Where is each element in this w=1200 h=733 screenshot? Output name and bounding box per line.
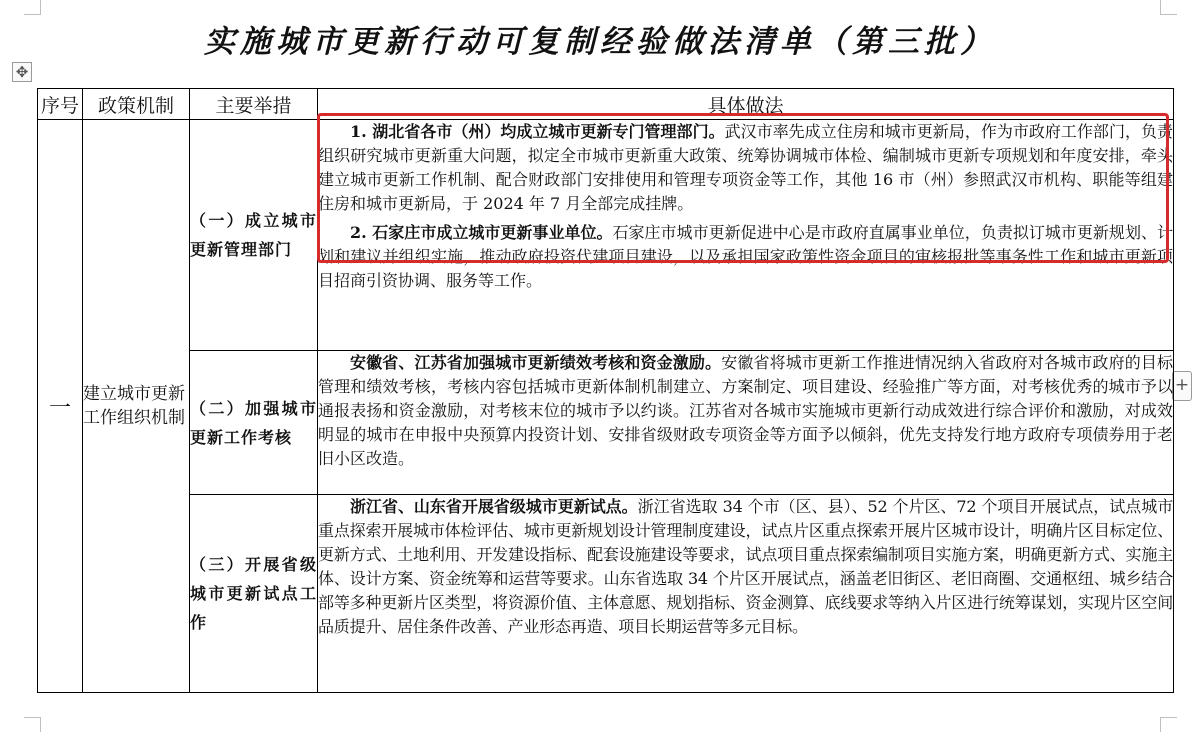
detail-cell (318, 120, 1174, 351)
policy-mechanism-cell: 建立城市更新工作组织机制 (83, 120, 190, 693)
detail-lead: 1. 湖北省各市（州）均成立城市更新专门管理部门。 (350, 122, 725, 141)
page-corner-mark (24, 0, 41, 15)
detail-text: 安徽省将城市更新工作推进情况纳入省政府对各城市政府的目标管理和绩效考核，考核内容包括城市更新体制机制建立、方案制定、项目建设、经验推广等方面，对考核优秀的城市予以通报表扬和资金激励，对考核末位的城市予以约谈。江苏省对各城市实施城市更新行动成效进行综合评价和激励，对成效明显的城市在申报中央预算内投资计划、安排省级财政专项资金等方面予以倾斜，优先支持发行地方政府专项债券用于老旧小区改造。 (318, 353, 1173, 468)
detail-text: 浙江省选取 34 个市（区、县）、52 个片区、72 个项目开展试点，试点城市重点探索开展城市体检评估、城市更新规划设计管理制度建设，试点片区重点探索开展片区城市设计，明确片区目标定位、更新方式、土地利用、开发建设指标、配套设施建设等要求，试点项目重点探索编制项目实施方案，明确更新方式、实施主体、设计方案、资金统筹和运营等要求。山东省选取 34 个片区开展试点，涵盖老旧街区、老旧商圈、交通枢纽、城乡结合部等多种更新片区类型，将资源价值、主体意愿、规划指标、资金测算、底线要求等纳入片区进行统筹谋划，实现片区空间品质提升、居住条件改善、产业形态再造、项目长期运营等多元目标。 (318, 497, 1174, 636)
detail-text: 武汉市率先成立住房和城市更新局，作为市政府工作部门，负责组织研究城市更新重大问题，拟定全市城市更新重大政策、统筹协调城市体检、编制城市更新专项规划和年度安排，牵头建立城市更新工作机制、配合财政部门安排使用和管理专项资金等工作，其他 16 市（州）参照武汉市机构、职能等组建住房和城市更新局，于 2024 年 7 月全部完成挂牌。 (318, 122, 1173, 213)
table-row (38, 495, 1174, 693)
page-corner-mark (24, 717, 41, 732)
measure-cell: （三）开展省级城市更新试点工作 (190, 495, 318, 693)
column-header-seq: 序号 (38, 89, 83, 120)
detail-paragraph (318, 495, 1173, 639)
detail-paragraph (318, 221, 1173, 293)
page-corner-mark (1160, 0, 1177, 15)
column-header-measure: 主要举措 (190, 89, 318, 120)
detail-lead: 2. 石家庄市成立城市更新事业单位。 (350, 223, 613, 242)
column-header-policy: 政策机制 (83, 89, 190, 120)
document-title: 实施城市更新行动可复制经验做法清单（第三批） (204, 24, 996, 60)
table-header-row (38, 89, 1174, 120)
detail-lead: 浙江省、山东省开展省级城市更新试点。 (350, 497, 638, 516)
column-header-detail: 具体做法 (318, 89, 1174, 120)
section-number: 一 (38, 120, 83, 693)
measure-cell: （二）加强城市更新工作考核 (190, 351, 318, 495)
detail-text: 石家庄市城市更新促进中心是市政府直属事业单位，负责拟订城市更新规划、计划和建议并组织实施，推动政府投资代建项目建设，以及承担国家政策性资金项目的审核报批等事务性工作和城市更新项目招商引资协调、服务等工作。 (318, 223, 1173, 290)
detail-lead: 安徽省、江苏省加强城市更新绩效考核和资金激励。 (350, 353, 722, 372)
table-row (38, 120, 1174, 351)
plus-icon[interactable]: + (1172, 371, 1192, 401)
detail-cell (318, 351, 1174, 495)
detail-cell (318, 495, 1174, 693)
detail-paragraph (318, 351, 1173, 471)
detail-paragraph (318, 120, 1173, 216)
experience-table (37, 88, 1174, 693)
measure-cell: （一）成立城市更新管理部门 (190, 120, 318, 351)
table-row (38, 351, 1174, 495)
page-corner-mark (1160, 717, 1177, 732)
move-arrows-icon[interactable]: ✥ (12, 62, 32, 82)
